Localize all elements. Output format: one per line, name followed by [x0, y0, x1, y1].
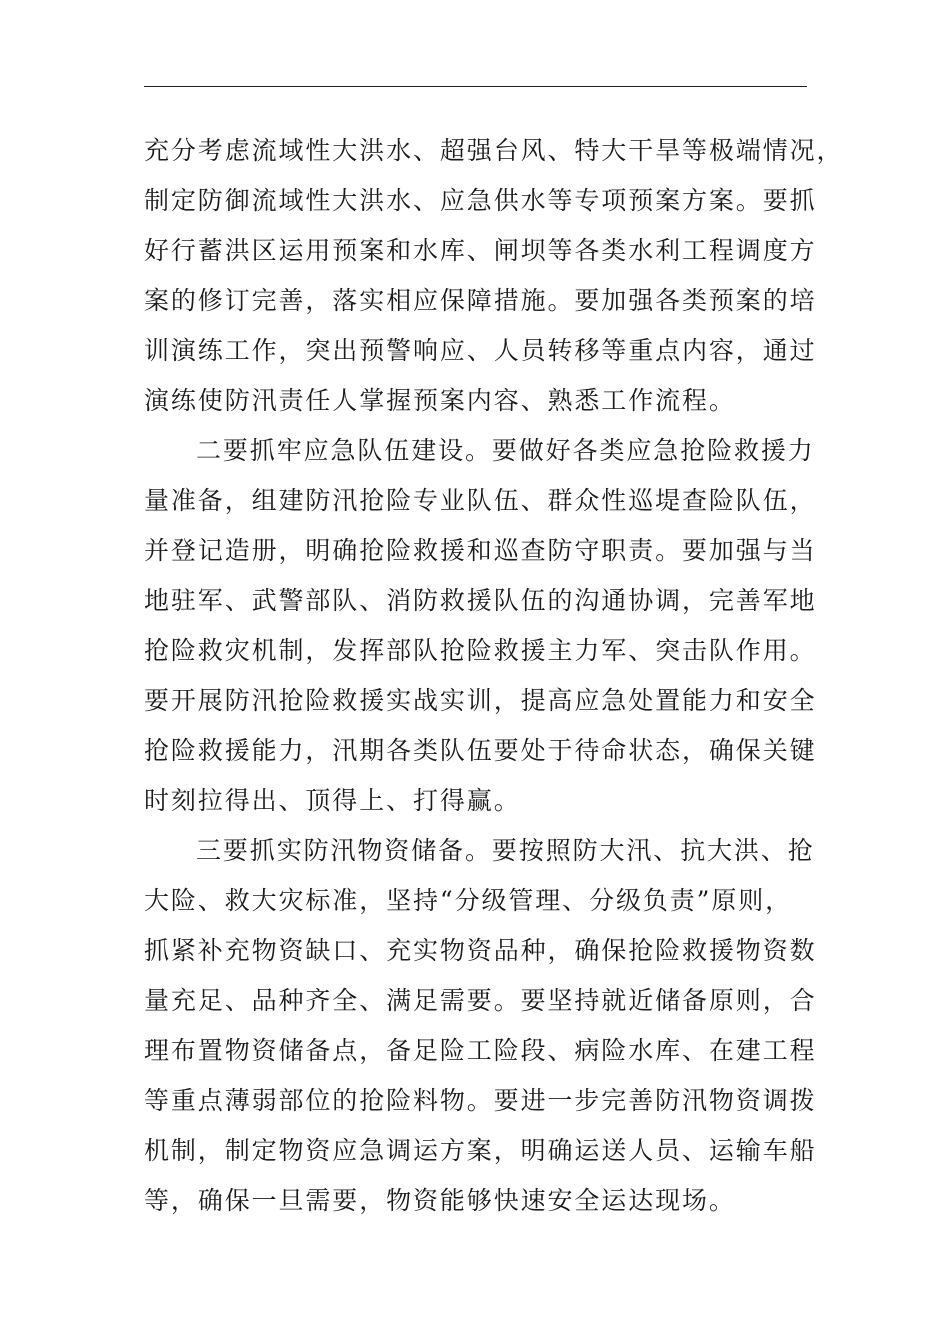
text-line: 抢险救援能力，汛期各类队伍要处于待命状态，确保关键 — [144, 736, 817, 765]
text-line: 充分考虑流域性大洪水、超强台风、特大干旱等极端情况， — [144, 136, 844, 165]
document-body — [144, 126, 844, 1226]
text-line: 演练使防汛责任人掌握预案内容、熟悉工作流程。 — [144, 386, 736, 415]
text-line: 要开展防汛抢险救援实战实训，提高应急处置能力和安全 — [144, 686, 817, 715]
header-rule — [144, 86, 807, 87]
text-line: 理布置物资储备点，备足险工险段、病险水库、在建工程 — [144, 1036, 817, 1065]
text-line: 三要抓实防汛物资储备。要按照防大汛、抗大洪、抢 — [196, 836, 815, 865]
paragraph — [144, 426, 817, 826]
text-line: 量充足、品种齐全、满足需要。要坚持就近储备原则，合 — [144, 986, 817, 1015]
text-line: 制定防御流域性大洪水、应急供水等专项预案方案。要抓 — [144, 186, 817, 215]
text-line: 等，确保一旦需要，物资能够快速安全运达现场。 — [144, 1186, 736, 1215]
paragraph — [144, 826, 817, 1226]
text-line: 并登记造册，明确抢险救援和巡查防守职责。要加强与当 — [144, 536, 817, 565]
text-line: 时刻拉得出、顶得上、打得赢。 — [144, 786, 521, 815]
text-line: 大险、救大灾标准，坚持“分级管理、分级负责”原则， — [144, 886, 793, 915]
text-line: 抢险救灾机制，发挥部队抢险救援主力军、突击队作用。 — [144, 636, 817, 665]
text-line: 地驻军、武警部队、消防救援队伍的沟通协调，完善军地 — [144, 586, 817, 615]
text-line: 量准备，组建防汛抢险专业队伍、群众性巡堤查险队伍， — [144, 486, 817, 515]
text-line: 机制，制定物资应急调运方案，明确运送人员、运输车船 — [144, 1136, 817, 1165]
text-line: 二要抓牢应急队伍建设。要做好各类应急抢险救援力 — [196, 436, 815, 465]
text-line: 好行蓄洪区运用预案和水库、闸坝等各类水利工程调度方 — [144, 236, 817, 265]
paragraph — [144, 126, 844, 426]
text-line: 等重点薄弱部位的抢险料物。要进一步完善防汛物资调拨 — [144, 1086, 817, 1115]
text-line: 训演练工作，突出预警响应、人员转移等重点内容，通过 — [144, 336, 817, 365]
text-line: 案的修订完善，落实相应保障措施。要加强各类预案的培 — [144, 286, 817, 315]
text-line: 抓紧补充物资缺口、充实物资品种，确保抢险救援物资数 — [144, 936, 817, 965]
